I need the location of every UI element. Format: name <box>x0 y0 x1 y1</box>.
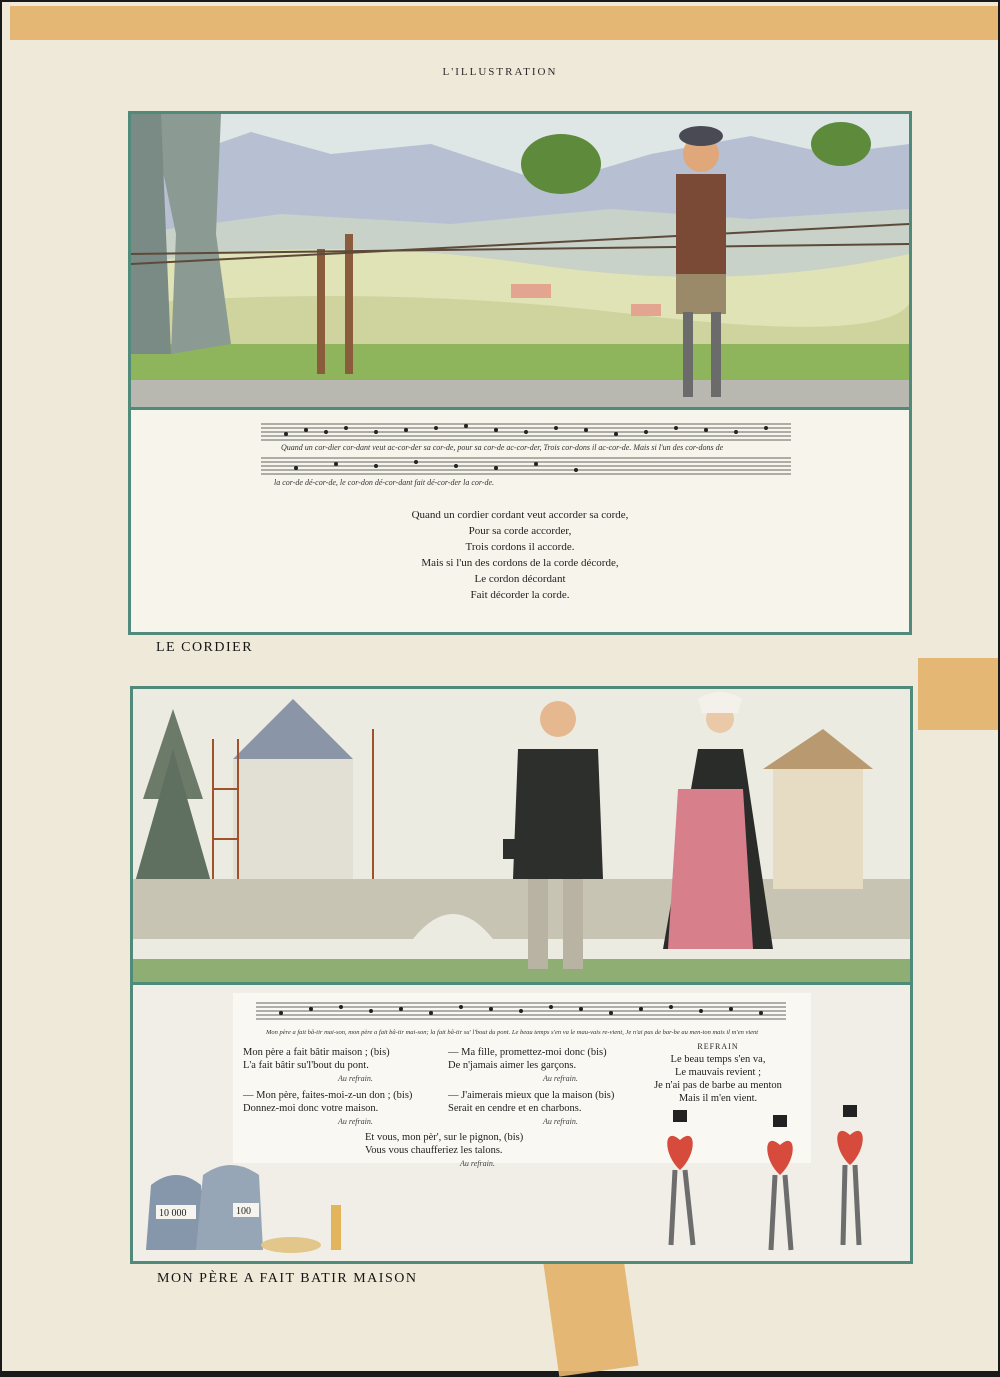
masthead: L'ILLUSTRATION <box>442 66 558 78</box>
bag-label-1: 10 000 <box>159 1208 187 1219</box>
refrain-title: REFRAIN <box>697 1042 739 1051</box>
au-refrain: Au refrain. <box>543 1074 578 1083</box>
cordier-text-area <box>131 407 909 632</box>
stanza-2 <box>243 1089 412 1128</box>
stanza-line: Donnez-moi donc votre maison. <box>243 1103 379 1114</box>
stanza-line: — Mon père, faites-moi-z-un don ; (bis) <box>243 1090 413 1101</box>
refrain-line: Je n'ai pas de barbe au menton <box>654 1080 782 1091</box>
money-bags <box>141 1145 341 1255</box>
refrain-line: Le beau temps s'en va, <box>670 1054 766 1065</box>
panel-le-cordier <box>128 111 912 635</box>
refrain-block <box>638 1040 798 1105</box>
mon-pere-scene <box>133 689 910 985</box>
panel-mon-pere <box>130 686 913 1264</box>
stanza-3 <box>448 1046 607 1085</box>
stanza-line: — Ma fille, promettez-moi donc (bis) <box>448 1047 607 1058</box>
refrain-line: Mais il m'en vient. <box>678 1093 758 1104</box>
cordier-score-lyrics-2: la cor-de dé-cor-de, le cor-don dé-cor-dant fait dé-cor-der la cor-de. <box>274 478 495 487</box>
cordier-scene <box>131 114 909 410</box>
au-refrain: Au refrain. <box>338 1117 373 1126</box>
verse-line: Quand un cordier cordant veut accorder sa corde, <box>411 509 629 521</box>
au-refrain: Au refrain. <box>460 1159 495 1168</box>
verse-line: Mais si l'un des cordons de la corde décorde, <box>421 557 619 569</box>
caption-mon-pere: MON PÈRE A FAIT BATIR MAISON <box>157 1271 418 1286</box>
tape-top <box>10 6 998 40</box>
mon-pere-music-score <box>251 997 791 1027</box>
caption-le-cordier: LE CORDIER <box>156 640 254 655</box>
au-refrain: Au refrain. <box>338 1074 373 1083</box>
stanza-line: Serait en cendre et en charbons. <box>448 1103 582 1114</box>
stanza-1 <box>243 1046 390 1085</box>
verse-line: Fait décorder la corde. <box>470 589 570 601</box>
cordier-illustration <box>131 114 909 410</box>
tape-right <box>918 658 998 730</box>
cordier-verse <box>131 507 909 603</box>
stanza-4 <box>448 1089 614 1128</box>
mon-pere-score-lyrics: Mon père a fait bâ-tir mai-son, mon père a fait bâ-tir mai-son; la fait bâ-tir su' l'bout du pont. Le beau temps s'en va le mau-vais re-vient, Je n'ai pas de bar-be au men-ton mais il m'en vient <box>266 1029 759 1036</box>
stanza-5 <box>365 1131 523 1170</box>
refrain-line: Le mauvais revient ; <box>674 1067 761 1078</box>
stanza-line: — J'aimerais mieux que la maison (bis) <box>448 1090 615 1101</box>
bag-label-2: 100 <box>236 1206 251 1217</box>
stanza-line: Vous vous chaufferiez les talons. <box>365 1145 503 1156</box>
dancing-hearts <box>653 1105 893 1255</box>
stanza-line: De n'jamais aimer les garçons. <box>448 1060 577 1071</box>
mon-pere-illustration <box>133 689 910 985</box>
stanza-line: L'a fait bâtir su'l'bout du pont. <box>243 1060 369 1071</box>
stanza-line: Et vous, mon pèr', sur le pignon, (bis) <box>365 1132 524 1143</box>
verse-line: Pour sa corde accorder, <box>468 525 572 537</box>
stanza-line: Mon père a fait bâtir maison ; (bis) <box>243 1047 390 1058</box>
mon-pere-text-area <box>133 982 910 1261</box>
au-refrain: Au refrain. <box>543 1117 578 1126</box>
verse-line: Trois cordons il accorde. <box>465 541 575 553</box>
verse-line: Le cordon décordant <box>474 573 566 585</box>
cordier-score-lyrics-1: Quand un cor-dier cor-dant veut ac-cor-der sa cor-de, pour sa cor-de ac-cor-der, Trois cor-dons il ac-cor-de. Mais si l'un des cor-dons de <box>281 443 724 452</box>
